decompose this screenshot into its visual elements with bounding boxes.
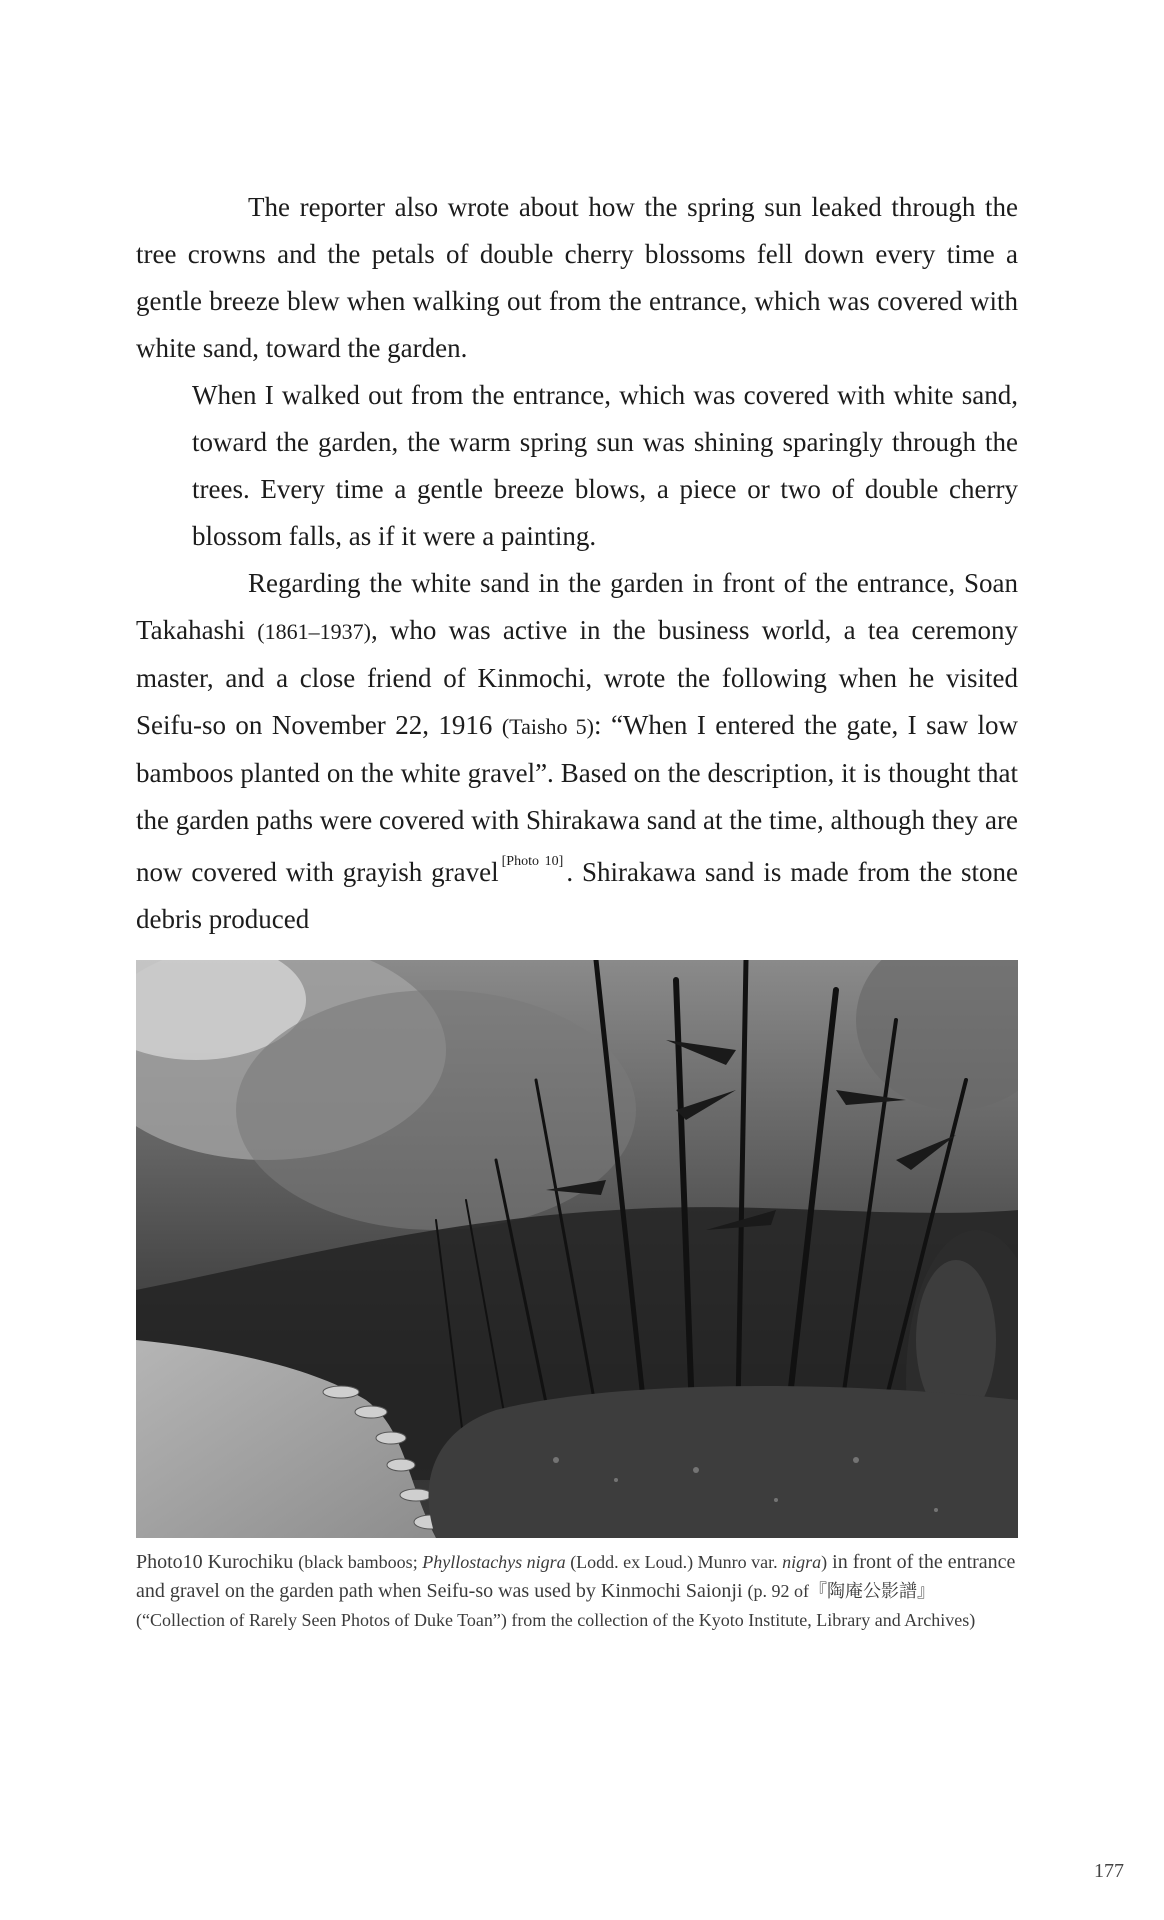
takahashi-dates: (1861–1937) [257, 619, 371, 644]
caption-label: Photo10 Kurochiku [136, 1551, 299, 1573]
photo-caption [136, 1548, 1018, 1635]
body-text [136, 184, 1018, 943]
bamboo-photo [136, 960, 1018, 1538]
paragraph-2 [136, 560, 1018, 943]
paragraph-2-text-e: : “When I entered the gate, I saw low bamboos planted on the white gravel”. Based on the description, it is thought that the garden paths were covered with Shirakawa sand at the time, although they are now covered with grayish gravel [136, 710, 1019, 887]
paragraph-2-text-f: . Shirakawa sand is made from the stone debris produced [136, 857, 1019, 934]
caption-variety: nigra [782, 1552, 822, 1572]
paragraph-2-text-a: Regarding the white sand in the garden in front of the entrance, Soan Takahashi [136, 568, 1018, 645]
bamboo-photo-illustration [136, 960, 1018, 1538]
caption-species: Phyllostachys nigra [422, 1552, 566, 1572]
page-number: 177 [1094, 1860, 1124, 1882]
taisho-year: (Taisho 5) [501, 714, 595, 739]
caption-authority: (Lodd. ex Loud.) Munro var. [565, 1552, 783, 1572]
caption-source: (p. 92 of『陶庵公影譜』(“Collection of Rarely Seen Photos of Duke Toan”) from the collection of the Kyoto Institute, Library and Archives) [136, 1581, 976, 1630]
caption-paren-open: (black bamboos; [298, 1552, 423, 1572]
photo-reference: [Photo 10] [501, 854, 564, 869]
caption-paren-close: ) [821, 1552, 828, 1572]
block-quote: When I walked out from the entrance, which was covered with white sand, toward the garden, the warm spring sun was shining sparingly through the trees. Every time a gentle breeze blows, a piece or two of double cherry blossom falls, as if it were a painting. [192, 380, 1018, 551]
paragraph-1: The reporter also wrote about how the spring sun leaked through the tree crowns and the petals of double cherry blossoms fell down every time a gentle breeze blew when walking out from the entrance, which was covered with white sand, toward the garden. [136, 192, 1018, 363]
caption-description: in front of the entrance and gravel on the garden path when Seifu-so was used by Kinmochi Saionji [136, 1551, 1016, 1602]
paragraph-2-text-c: , who was active in the business world, a tea ceremony master, and a close friend of Kinmochi, wrote the following when he visited Seifu-so on November 22, 1916 [136, 615, 1018, 740]
